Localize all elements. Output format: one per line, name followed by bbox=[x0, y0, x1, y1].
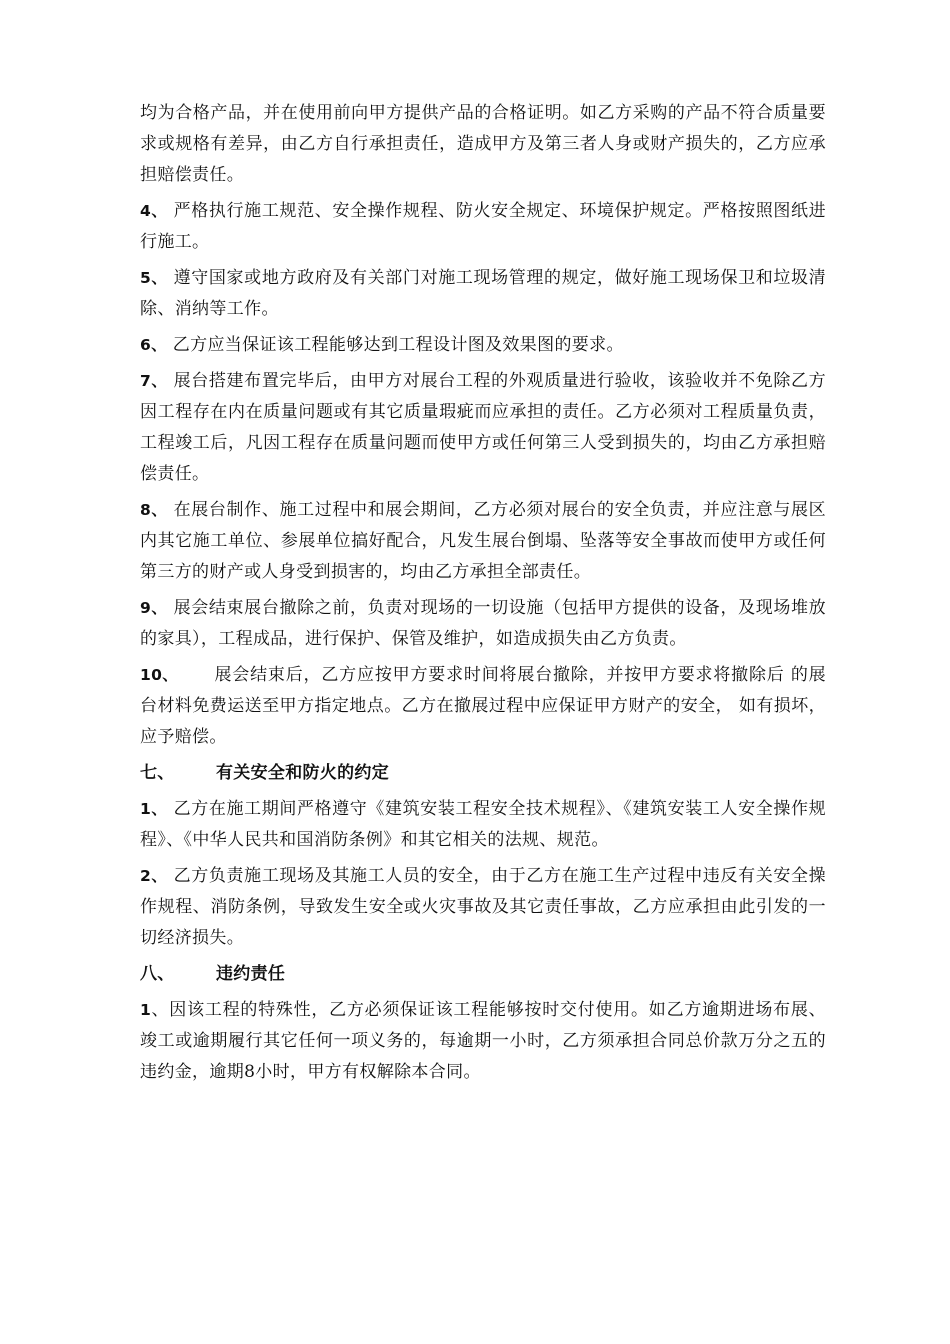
clause-number: 6、 bbox=[140, 336, 167, 354]
document-page bbox=[140, 98, 826, 1093]
clause-text: 展会结束后，乙方应按甲方要求时间将展台撤除，并按甲方要求将撤除后 的展台材料免费运送至甲方指定地点。乙方在撤展过程中应保证甲方财产的安全， 如有损坏，应予赔偿。 bbox=[140, 665, 826, 747]
clause-9 bbox=[140, 593, 826, 655]
section-heading-7 bbox=[140, 758, 826, 789]
clause-number: 7、 bbox=[140, 372, 168, 390]
section8-clause-1 bbox=[140, 995, 826, 1088]
clause-number: 8、 bbox=[140, 501, 168, 519]
paragraph-continued bbox=[140, 98, 826, 191]
section-heading-8 bbox=[140, 959, 826, 990]
clause-7 bbox=[140, 366, 826, 490]
clause-number: 1 bbox=[140, 1001, 152, 1019]
clause-text: 遵守国家或地方政府及有关部门对施工现场管理的规定，做好施工现场保卫和垃圾清除、消纳等工作。 bbox=[140, 268, 826, 319]
clause-5 bbox=[140, 263, 826, 325]
clause-4 bbox=[140, 196, 826, 258]
clause-text: 展台搭建布置完毕后，由甲方对展台工程的外观质量进行验收，该验收并不免除乙方因工程存在内在质量问题或有其它质量瑕疵而应承担的责任。乙方必须对工程质量负责，工程竣工后，凡因工程存在质量问题而使甲方或任何第三人受到损失的，均由乙方承担赔偿责任。 bbox=[140, 371, 826, 484]
section-title: 违约责任 bbox=[216, 964, 286, 984]
clause-text: 展会结束展台撤除之前，负责对现场的一切设施（包括甲方提供的设备，及现场堆放的家具），工程成品，进行保护、保管及维护，如造成损失由乙方负责。 bbox=[140, 598, 826, 649]
clause-text: 、因该工程的特殊性，乙方必须保证该工程能够按时交付使用。如乙方逾期进场布展、竣工或逾期履行其它任何一项义务的，每逾期一小时，乙方须承担合同总价款万分之五的违约金，逾期8小时，甲方有权解除本合同。 bbox=[140, 1000, 826, 1082]
clause-number: 2、 bbox=[140, 867, 168, 885]
clause-text: 乙方在施工期间严格遵守《建筑安装工程安全技术规程》、《建筑安装工人安全操作规程》、《中华人民共和国消防条例》和其它相关的法规、规范。 bbox=[140, 799, 826, 850]
clause-number: 10、 bbox=[140, 666, 179, 684]
section-number: 八、 bbox=[140, 964, 175, 984]
clause-6 bbox=[140, 330, 826, 361]
clause-text: 乙方负责施工现场及其施工人员的安全，由于乙方在施工生产过程中违反有关安全操作规程、消防条例，导致发生安全或火灾事故及其它责任事故，乙方应承担由此引发的一切经济损失。 bbox=[140, 866, 826, 948]
section7-clause-1 bbox=[140, 794, 826, 856]
clause-number: 1、 bbox=[140, 800, 168, 818]
section-number: 七、 bbox=[140, 763, 175, 783]
clause-text: 严格执行施工规范、安全操作规程、防火安全规定、环境保护规定。严格按照图纸进行施工。 bbox=[140, 201, 826, 252]
paragraph-text: 均为合格产品，并在使用前向甲方提供产品的合格证明。如乙方采购的产品不符合质量要求或规格有差异，由乙方自行承担责任，造成甲方及第三者人身或财产损失的，乙方应承担赔偿责任。 bbox=[140, 103, 826, 185]
clause-number: 5、 bbox=[140, 269, 168, 287]
section-title: 有关安全和防火的约定 bbox=[216, 763, 389, 783]
section7-clause-2 bbox=[140, 861, 826, 954]
clause-10 bbox=[140, 660, 826, 753]
clause-number: 9、 bbox=[140, 599, 168, 617]
clause-8 bbox=[140, 495, 826, 588]
clause-number: 4、 bbox=[140, 202, 168, 220]
clause-text: 乙方应当保证该工程能够达到工程设计图及效果图的要求。 bbox=[167, 335, 624, 355]
clause-text: 在展台制作、施工过程中和展会期间，乙方必须对展台的安全负责，并应注意与展区内其它施工单位、参展单位搞好配合，凡发生展台倒塌、坠落等安全事故而使甲方或任何第三方的财产或人身受到损害的，均由乙方承担全部责任。 bbox=[140, 500, 826, 582]
